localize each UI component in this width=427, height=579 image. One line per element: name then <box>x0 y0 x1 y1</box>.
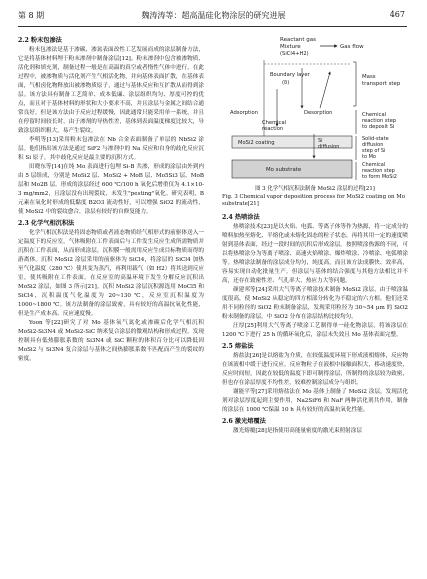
header-rule <box>18 26 407 27</box>
paragraph: 颜建邦等[24]采用大气等离子喷涂技术制备 MoSi2 涂层，由于喷涂温度很高，使 MoSi2 从稳定的四方相部分转化为不稳定的六方相。他们还采用不同粒径的 SiO2 粉末制备涂层，发现采用粒径为 30~54 μm 的 SiO2 粉末制备的涂层，中 SiO2 分布在涂层结构比较均匀。 <box>222 286 408 320</box>
left-column <box>18 34 204 364</box>
label-transport-step: transport step <box>362 81 401 87</box>
label-reaction: reaction <box>262 126 284 132</box>
paragraph: Yoon 等[22]研究了对 Mo 基体氧气氮化或渗碳后化学气相沉积 MoSi2-Si3N4 或 MoSi2-SiC 纳米复合涂层的微观结构和形成过程。发现控制具有低热膨胀系数的 Si3N4 或 SiC 颗粒的体积百分比可以降低因 MoSi2 与 Si3N4 复合涂层与基体之间热膨胀系数不匹配而产生的裂纹的密度。 <box>18 320 204 362</box>
label-chemical-reaction: Chemical <box>262 120 287 126</box>
paragraph: 热喷涂技术[23]是以火焰、电弧、等离子体等作为热源，将一定成分的喷料加热至熔化、半熔化或未熔化固态的粒子状态，再将其用一定的速度喷射到基体表面，经过一段时间的沉积后形成涂层。按照喷涂热源的不同，可以将热喷涂分为等离子喷涂、高速火焰喷涂、爆炸喷涂、冷喷涂、电弧喷涂等。热喷涂法制备的涂层成分均匀，纯度高，而且该方法成膜快、效率高，容易实现自动化批量生产。但涂层与基体的结合强度与其他方法相比并不高，还存在致密性差、气孔率大、热应力大等问题。 <box>222 223 408 284</box>
label-ss-3: step of Si <box>362 148 386 154</box>
section-heading-2-2: 2.2 粉末包渗法 <box>18 37 62 44</box>
header-page-number: 467 <box>389 10 405 19</box>
label-chem-step-1: Chemical <box>362 112 387 118</box>
label-crs-1: Chemical <box>362 162 386 168</box>
section-heading-2-3: 2.3 化学气相沉积法 <box>18 220 75 227</box>
label-mo-substrate: Mo substrate <box>266 167 302 173</box>
section-heading-2-6: 2.6 激光熔覆法 <box>222 417 266 425</box>
figure-caption-cn: 图 3 化学气相沉积法制备 MoSi2 涂层的过程[21] <box>255 186 375 192</box>
paragraph: 粉末包渗法是基于渗碳、渗氮表面改性工艺发展而成的涂层制备方法，它是将基体材料埋于粉末渗剂中制备涂层[12]。粉末渗剂中包含被渗物质、活化剂和填充剂，制备过程一般是在高温的真空或者惰性气体中进行，在此过程中，被渗物质与活化剂产生气相活化物，并向基体表面扩散，在基体表面，气相卤化物释放出被渗物质原子，通过与基体反应和互扩散从而得到涂层。该方法具有制备工艺简单、成本低廉、涂层组织均匀、厚度可控的优点，而且对于基体材料的形状和大小要求不高，并且涂层与金属之间结合通常良好。但是该方法由于反应过程缓慢，因此通常只能采用单一系统，并且在停留时间较长时，由于渗剂的导热性差，基体到表面温度梯度比较大，导致涂层组织粗大，易产生裂纹。 <box>18 47 204 134</box>
paragraph: 熔盐法[26]是以熔盐为介质，在较低温度环境下形成液相熔体，反应物在该液相中缓于进行反应。反应物粒子在液相中接触面积大，移动速度快，反应时间短，因此在较低的温度下即可制得涂层，所制得的涂层较为致密，但也存在涂层厚度不均性差，较难控制涂层成分与组织。 <box>222 352 408 386</box>
header-title: 魏涛涛等：超高温硅化物涂层的研究进展 <box>141 11 286 20</box>
label-ss-4: to Mo <box>362 154 376 160</box>
figure-3-cvd-diagram <box>222 34 408 184</box>
label-chem-step-2: reaction step <box>362 118 397 124</box>
label-desorption: Desorption <box>304 110 333 116</box>
label-mosi2-coating: MoSi2 coating <box>238 140 275 146</box>
section-heading-2-5: 2.5 熔盐法 <box>222 342 254 350</box>
label-mass-transport: Mass <box>362 74 376 80</box>
right-column <box>222 34 408 436</box>
paragraph: 谢能平等[27]采用熔盐法在 Mo 基体上制备了 MoSi2 涂层，发现活化剂对涂层厚度起到主要作用，Na2SiF6 和 NaF 两种活化剂共作用，制备的涂层在 1000 ℃保温 10 h 具有较好的高温抗氧化性能。 <box>222 388 408 413</box>
label-reactant-gas: Reactant gas <box>280 37 316 43</box>
paragraph: 汪厚[25]利用大气等离子喷涂工艺制得单一硅化物涂层，将该涂层在 1200 ℃下进行 25 h 的循环氧化后，涂层未失效且 Mo 基体表面完整。 <box>222 322 408 338</box>
paragraph: 激光熔覆[28]是指使用高能量密度的激光束照射涂层 <box>233 427 362 434</box>
desorption-arrow <box>320 72 330 108</box>
label-mixture: Mixture <box>280 44 301 50</box>
label-mixture-formula: (SiCl4+H2) <box>280 51 309 57</box>
label-crs-3: to form MoSi2 <box>362 174 397 180</box>
header-issue: 第 8 期 <box>18 11 45 20</box>
label-crs-2: reaction step <box>362 168 395 174</box>
label-delta: (δ) <box>282 80 290 86</box>
figure-caption-en: Fig. 3 Chemical vapor deposition process for MoSi2 coating on Mo substrate[21] <box>222 193 405 207</box>
label-si-diffusion-2: diffusion <box>318 144 340 150</box>
label-ss-2: diffusion <box>362 142 384 148</box>
paragraph: 李明等[13]采用粉末包渗法在 Nb 合金表面制备了单层的 NbSi2 涂层。他们指出该方法是通过 SiF2 与渗剂中的 Na 反应和自身的歧化反应沉积 Si 原子，其中歧化反应是最主要的沉积方式。 <box>18 137 204 161</box>
section-heading-2-4: 2.4 热喷涂法 <box>222 213 260 221</box>
label-si-diffusion-1: Si <box>318 138 323 144</box>
figure-caption <box>222 186 408 209</box>
label-chem-step-3: to deposit Si <box>362 124 395 130</box>
label-ss-1: Solid-state <box>362 136 389 142</box>
paragraph: 化学气相沉积法是将固态物质或者液态物质经气相形式的前驱体送入一定温度下的反应室，气体吸附在工件表面后与工件发生反应生成所需物质并沉积在工件表面，从而形成涂层。沉积膜一般需用反应生成目标物质而得的游离体。沉积 MoSi2 涂层采用的前驱体为 SiCl4，将涂层的 SiCl4 加热至气化温度（280 ℃）使其变为蒸汽，再利用载气（如 H2）将其送到反应室，使其吸附在工件表面。在反应室的高温环境下发生分解反应沉积出 MoSi2 涂层，如图 3 所示[21]。沉积 MoSi2 涂层沉积源选用 MoCl5 和 SiCl4，沉积温度气化温度为 20~130 ℃，反应室沉积温度为 1000~1800 ℃。该方法制备的涂层致密，具有较好的高温抗氧化性能，但是生产成本高、反应速度慢。 <box>18 230 204 317</box>
label-gas-flow: Gas flow <box>340 44 364 50</box>
label-boundary-layer: Boundary layer <box>270 72 310 78</box>
label-adsorption: Adsorption <box>230 110 258 116</box>
paragraph: 田晓东等[14]在纯 Mo 表面进行包埋 Si-B 共渗，形成的涂层由外到内由 5 层组成，分别是 MoSi2 层、MoSi2 + MoB 层、Mo5Si3 层、MoB 层和 Mo2B 层。形成的涂层经过 600 ℃/100 h 氧化后增重仅为 4.1×10-3 mg/mm2，且涂层没有出现裂纹，未发生"pesting"氧化。研究表明，B 元素在氧化时形成的低黏度 B2O3 流动性好，可以增强 SiO2 的流动性，使 MoSi2 中的裂纹愈合，涂层有较好的自修复能力。 <box>18 164 204 215</box>
